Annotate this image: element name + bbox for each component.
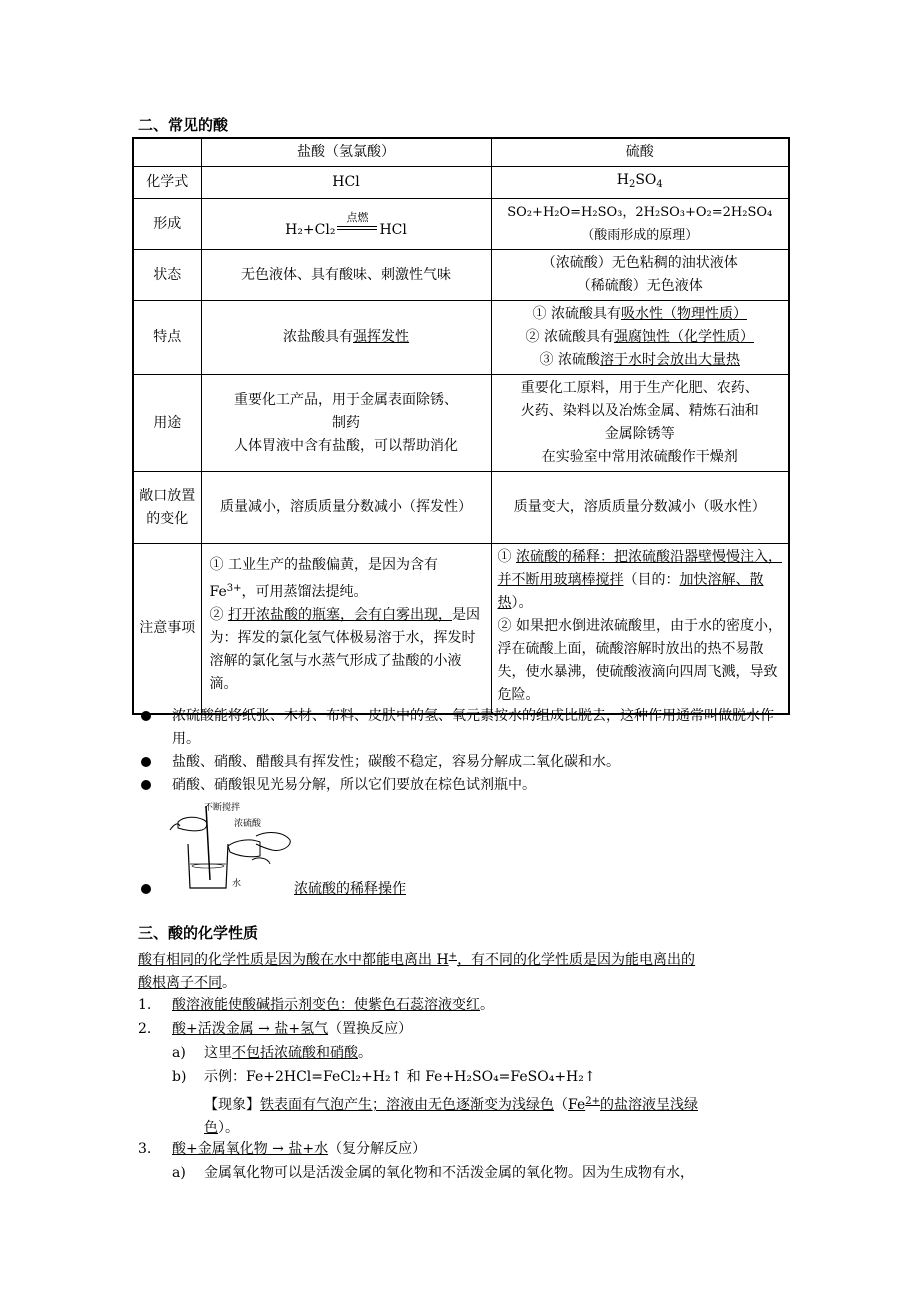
property-2-phenomenon: 【现象】铁表面有气泡产生；溶液由无色逐渐变为浅绿色（$Fe^{2+}$的盐溶液呈浅绿 色）。 [204, 1096, 698, 1136]
figure-label-stir: 不断搅拌 [204, 803, 241, 813]
property-2-example: 示例：Fe+2HCl=FeCl₂+H₂↑ 和 Fe+H₂SO₄=FeSO₄+H₂↑ [204, 1069, 596, 1085]
notes-h2so4: ① 浓硫酸的稀释：把浓硫酸沿器壁慢慢注入，并不断用玻璃棒搅拌（目的：加快溶解、散热）。 ② 如果把水倒进浓硫酸里，由于水的密度小，浮在硫酸上面，硫酸溶解时放出的热不易散失，使水暴沸，使硫酸液滴向四周飞溅，导致危险。 [491, 544, 789, 714]
item-number: 1. [138, 997, 152, 1013]
table-row [133, 544, 789, 714]
table-row [133, 375, 789, 472]
notes-hcl: ① 工业生产的盐酸偏黄，是因为含有$Fe^{3+}$，可用蒸馏法提纯。 ② 打开浓盐酸的瓶塞，会有白雾出现，是因为：挥发的氯化氢气体极易溶于水，挥发时溶解的氯化氢与水蒸气形成了盐酸的小液滴。 [201, 544, 491, 714]
subitem-label: b) [172, 1069, 187, 1085]
table-row [133, 167, 789, 199]
reaction-condition-arrow: 点燃 [337, 220, 377, 234]
section-heading-acid-chemical-properties: 三、酸的化学性质 [138, 924, 259, 942]
state-hcl: 无色液体、具有酸味、刺激性气味 [201, 250, 491, 301]
open-exposure-hcl: 质量减小，溶质质量分数减小（挥发性） [201, 472, 491, 544]
property-2-note-a: 这里不包括浓硫酸和硝酸。 [204, 1045, 372, 1061]
bullet-dot [141, 711, 151, 721]
formula-h2so4: $H_2SO_4$ [491, 167, 789, 199]
row-label-formation: 形成 [133, 199, 201, 250]
bullet-volatility: 盐酸、硝酸、醋酸具有挥发性；碳酸不稳定，容易分解成二氧化碳和水。 [172, 754, 620, 770]
dilution-illustration [164, 800, 294, 895]
state-h2so4: （浓硫酸）无色粘稠的油状液体 （稀硫酸）无色液体 [491, 250, 789, 301]
formation-h2so4: SO₂+H₂O=H₂SO₃，2H₂SO₃+O₂=2H₂SO₄ （酸雨形成的原理） [491, 199, 789, 250]
item-number: 3. [138, 1141, 152, 1157]
row-label-notes: 注意事项 [133, 544, 201, 714]
bullet-dot [141, 884, 151, 894]
open-exposure-h2so4: 质量变大，溶质质量分数减小（吸水性） [491, 472, 789, 544]
table-row [133, 138, 789, 167]
table-corner-cell [133, 138, 201, 167]
features-h2so4: ① 浓硫酸具有吸水性（物理性质） ② 浓硫酸具有强腐蚀性（化学性质） ③ 浓硫酸溶于水时会放出大量热 [491, 301, 789, 375]
item-number: 2. [138, 1021, 152, 1037]
bullet-light-decomposition: 硝酸、硝酸银见光易分解，所以它们要放在棕色试剂瓶中。 [172, 777, 536, 793]
figure-label-acid: 浓硫酸 [234, 819, 262, 829]
figure-caption: 浓硫酸的稀释操作 [294, 881, 406, 897]
row-label-uses: 用途 [133, 375, 201, 472]
figure-label-water: 水 [232, 879, 242, 889]
formula-hcl: HCl [201, 167, 491, 199]
section3-intro: 酸有相同的化学性质是因为酸在水中都能电离出 H+，有不同的化学性质是因为能电离出的 酸根离子不同。 [138, 951, 696, 991]
row-label-formula: 化学式 [133, 167, 201, 199]
property-3: 酸+金属氧化物 → 盐+水（复分解反应） [172, 1141, 427, 1157]
row-label-state: 状态 [133, 250, 201, 301]
uses-h2so4: 重要化工原料，用于生产化肥、农药、 火药、染料以及冶炼金属、精炼石油和 金属除锈等 在实验室中常用浓硫酸作干燥剂 [491, 375, 789, 472]
column-header-h2so4: 硫酸 [491, 138, 789, 167]
uses-hcl: 重要化工产品，用于金属表面除锈、 制药 人体胃液中含有盐酸，可以帮助消化 [201, 375, 491, 472]
formation-hcl: H₂+Cl₂ 点燃 HCl [201, 199, 491, 250]
table-row [133, 199, 789, 250]
row-label-features: 特点 [133, 301, 201, 375]
property-1: 酸溶液能使酸碱指示剂变色：使紫色石蕊溶液变红。 [172, 997, 494, 1013]
acid-comparison-table [132, 137, 790, 715]
subitem-label: a) [172, 1165, 186, 1181]
features-hcl: 浓盐酸具有强挥发性 [201, 301, 491, 375]
table-row [133, 301, 789, 375]
bullet-dot [141, 780, 151, 790]
table-row [133, 472, 789, 544]
subitem-label: a) [172, 1045, 186, 1061]
property-3-note-a: 金属氧化物可以是活泼金属的氧化物和不活泼金属的氧化物。因为生成物有水， [204, 1165, 694, 1181]
row-label-open-exposure: 敞口放置的变化 [133, 472, 201, 544]
bullet-dehydration: 浓硫酸能将纸张、木材、布料、皮肤中的氢、氧元素按水的组成比脱去，这种作用通常叫做脱水作用。 [172, 708, 774, 747]
bullet-dot [141, 757, 151, 767]
table-row [133, 250, 789, 301]
column-header-hcl: 盐酸（氢氯酸） [201, 138, 491, 167]
section-heading-common-acids: 二、常见的酸 [138, 116, 229, 134]
property-2: 酸+活泼金属 → 盐+氢气（置换反应） [172, 1021, 413, 1037]
